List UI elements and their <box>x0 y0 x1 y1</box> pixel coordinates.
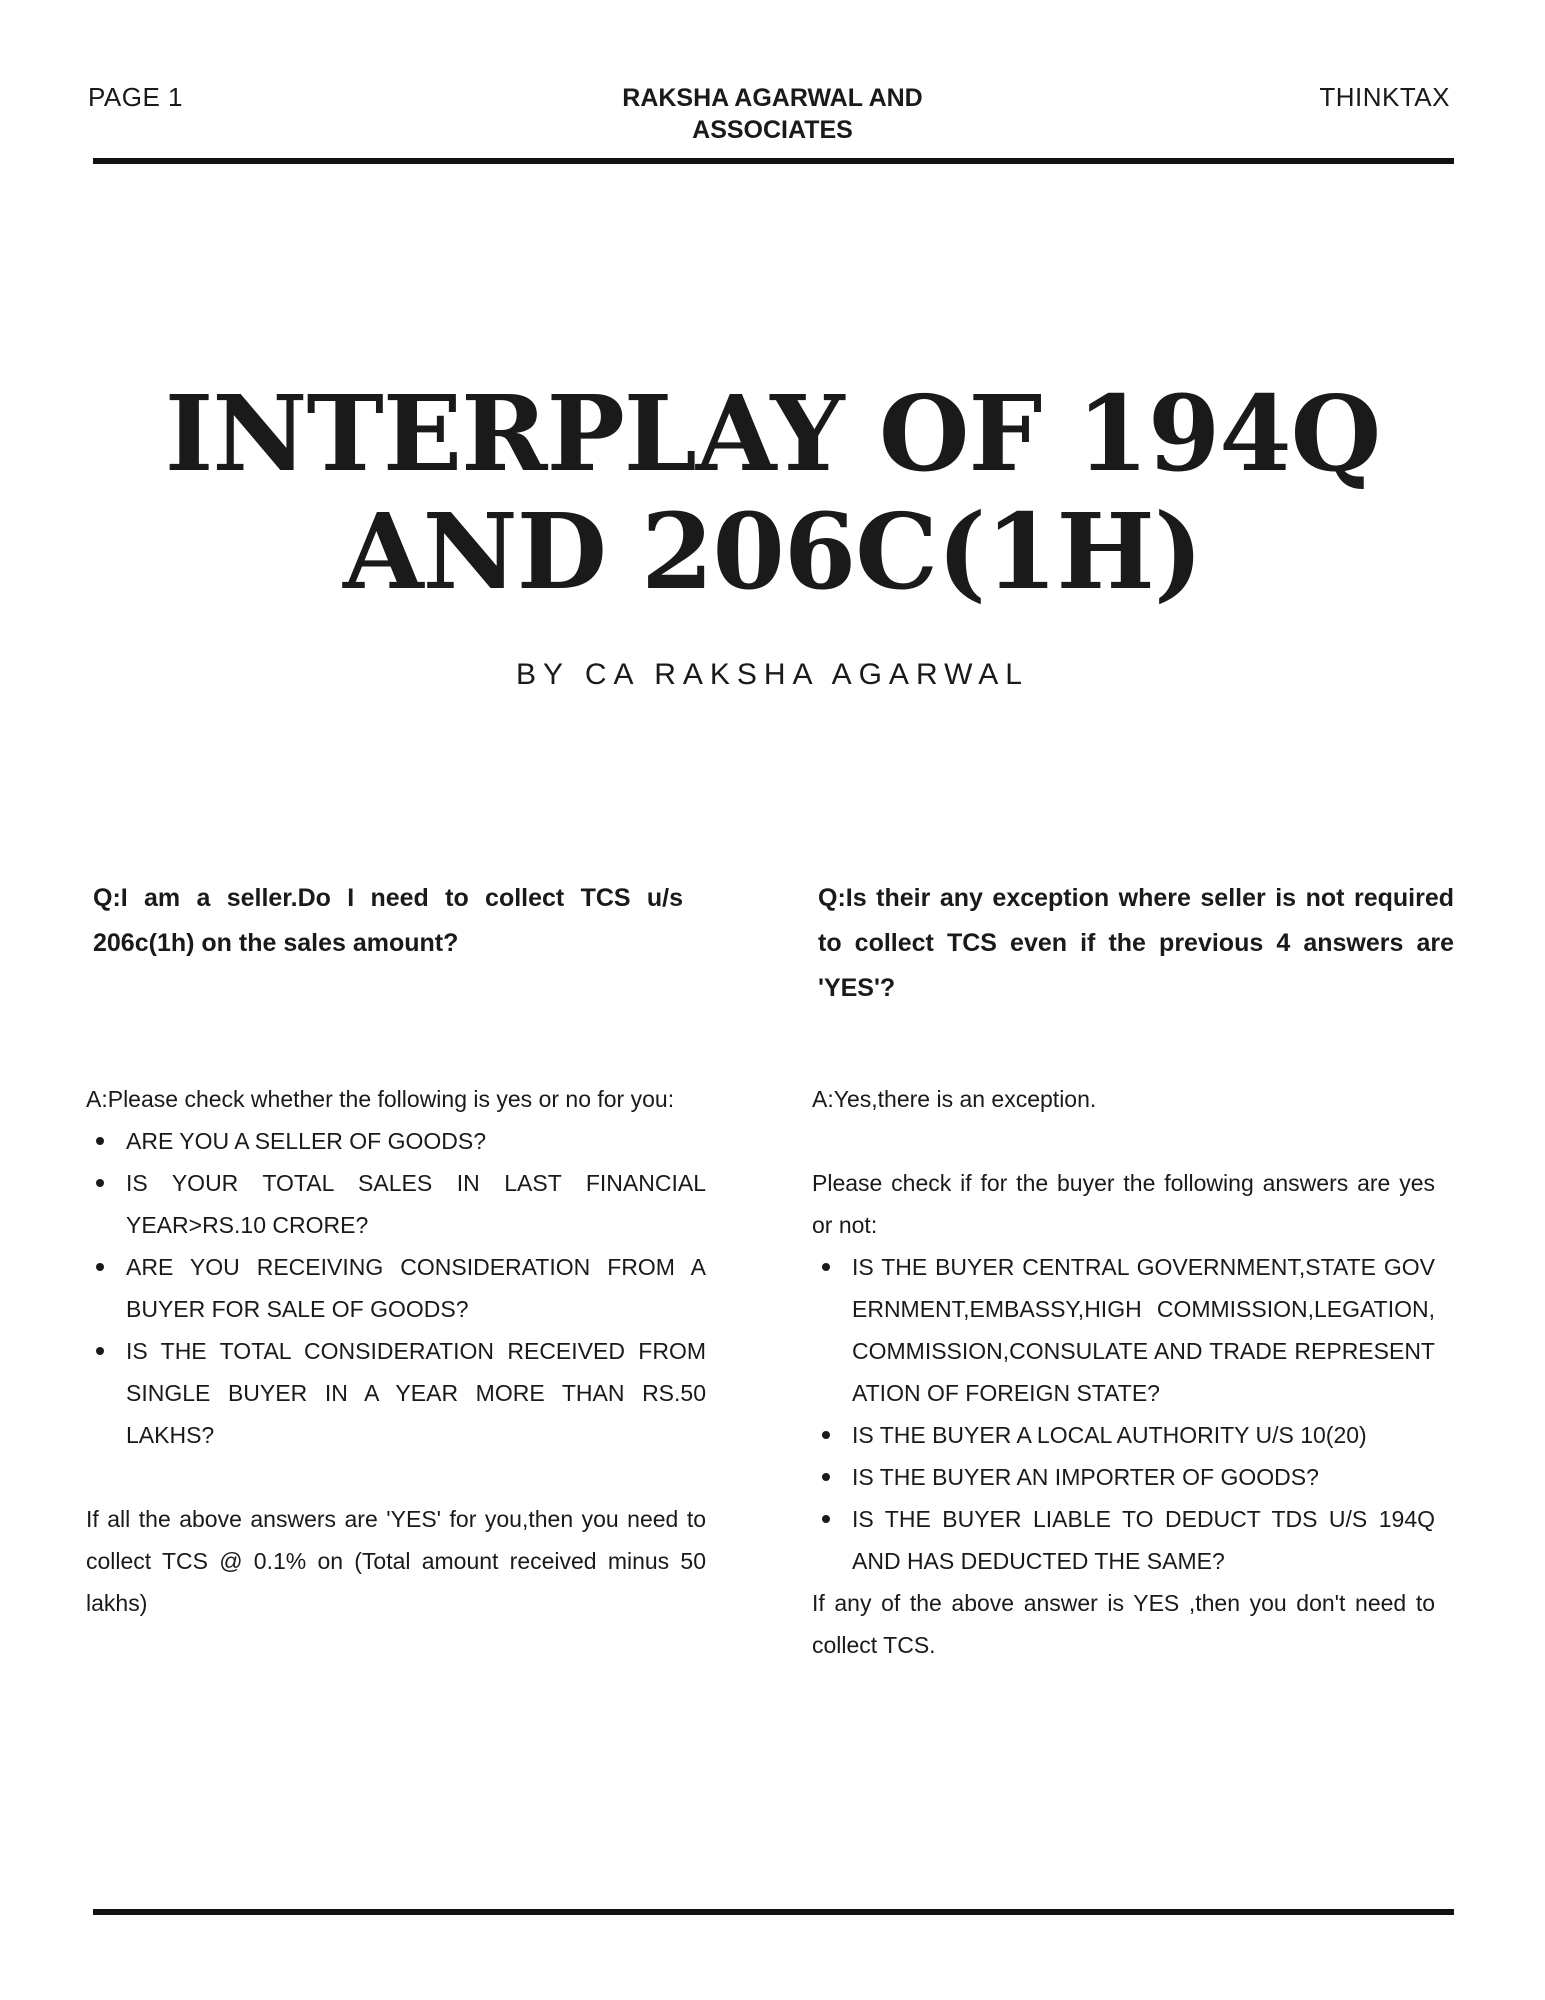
left-answer-intro: A:Please check whether the following is yes or no for you: <box>86 1086 675 1112</box>
firm-name-line2: ASSOCIATES <box>692 116 853 144</box>
page-number: PAGE 1 <box>88 82 184 112</box>
bullet-icon <box>822 1473 830 1481</box>
list-item <box>852 1498 1435 1582</box>
header-divider <box>93 158 1454 164</box>
list-item-text: IS THE BUYER AN IMPORTER OF GOODS? <box>852 1464 1319 1490</box>
bullet-icon <box>96 1263 104 1271</box>
list-item <box>852 1414 1435 1456</box>
footer-divider <box>93 1909 1454 1915</box>
firm-name-line1: RAKSHA AGARWAL AND <box>622 84 923 112</box>
bullet-icon <box>822 1263 830 1271</box>
left-question: Q:I am a seller.Do I need to collect TCS u/s 206c(1h) on the sales amount? <box>93 884 683 957</box>
list-item-text: ARE YOU RECEIVING CONSIDERATION FROM A BUYER FOR SALE OF GOODS? <box>126 1254 706 1322</box>
list-item <box>852 1246 1435 1414</box>
left-conclusion: If all the above answers are 'YES' for you,then you need to collect TCS @ 0.1% on (Total amount received minus 50 lakhs) <box>86 1506 706 1616</box>
right-answer-text: A:Yes,there is an exception. <box>812 1086 1097 1112</box>
right-answer <box>812 1078 1435 1666</box>
document-title <box>0 372 1545 613</box>
brand-name: THINKTAX <box>1319 82 1450 112</box>
list-item-text: IS THE BUYER LIABLE TO DEDUCT TDS U/S 194Q AND HAS DEDUCTED THE SAME? <box>852 1506 1435 1574</box>
left-answer <box>86 1078 706 1624</box>
author-byline: BY CA RAKSHA AGARWAL <box>516 658 1029 691</box>
title-line2: AND 206C(1H) <box>342 490 1203 613</box>
right-conclusion: If any of the above answer is YES ,then you don't need to collect TCS. <box>812 1590 1435 1658</box>
spacer <box>86 1456 706 1498</box>
list-item <box>126 1162 706 1246</box>
bullet-icon <box>822 1515 830 1523</box>
list-item-text: IS THE BUYER CENTRAL GOVERNMENT,STATE GOVERNMENT,EMBASSY,HIGH COMMISSION,LEGATION,COMMISSION,CONSULATE AND TRADE REPRESENTATION OF FOREIGN STATE? <box>852 1254 1435 1406</box>
right-question: Q:Is their any exception where seller is not required to collect TCS even if the previous 4 answers are 'YES'? <box>818 884 1454 1002</box>
firm-name <box>560 82 985 146</box>
list-item <box>126 1330 706 1456</box>
list-item-text: IS THE TOTAL CONSIDERATION RECEIVED FROM SINGLE BUYER IN A YEAR MORE THAN RS.50 LAKHS? <box>126 1338 706 1448</box>
list-item-text: IS YOUR TOTAL SALES IN LAST FINANCIAL YEAR>RS.10 CRORE? <box>126 1170 706 1238</box>
right-checklist <box>812 1246 1435 1582</box>
bullet-icon <box>96 1137 104 1145</box>
bullet-icon <box>96 1179 104 1187</box>
list-item <box>126 1246 706 1330</box>
list-item-text: ARE YOU A SELLER OF GOODS? <box>126 1128 487 1154</box>
list-item <box>126 1120 706 1162</box>
list-item-text: IS THE BUYER A LOCAL AUTHORITY U/S 10(20) <box>852 1422 1367 1448</box>
bullet-icon <box>822 1431 830 1439</box>
spacer <box>812 1120 1435 1162</box>
right-answer-intro: Please check if for the buyer the following answers are yes or not: <box>812 1170 1435 1238</box>
bullet-icon <box>96 1347 104 1355</box>
left-checklist <box>86 1120 706 1456</box>
list-item <box>852 1456 1435 1498</box>
title-line1: INTERPLAY OF 194Q <box>164 372 1381 495</box>
